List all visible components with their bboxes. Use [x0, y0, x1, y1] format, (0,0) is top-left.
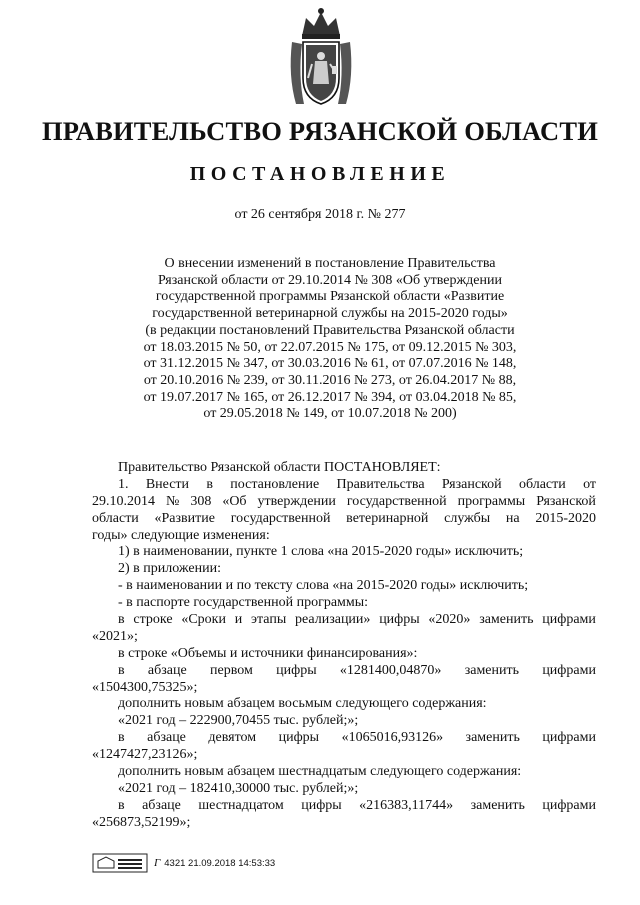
registration-mark: Г — [154, 857, 161, 869]
body-line: «2021 год – 182410,30000 тыс. рублей;»; — [118, 780, 359, 796]
document-body — [92, 460, 596, 832]
subject-line: государственной ветеринарной службы на 2015-2020 годы» — [152, 306, 508, 322]
body-line: области «Развитие государственной ветеринарной службы на 2015-2020 — [92, 510, 596, 526]
body-line: в абзаце первом цифры «1281400,04870» заменить цифрами — [118, 662, 596, 678]
body-line: «1504300,75325»; — [92, 679, 198, 695]
subject-line: Рязанской области от 29.10.2014 № 308 «Об утверждении — [158, 272, 502, 288]
body-line: - в паспорте государственной программы: — [118, 595, 369, 611]
registration-number-timestamp: 4321 21.09.2018 14:53:33 — [164, 857, 276, 869]
registration-footer — [92, 852, 275, 874]
body-line: в абзаце шестнадцатом цифры «216383,11744» заменить цифрами — [118, 797, 596, 813]
body-line: дополнить новым абзацем шестнадцатым следующего содержания: — [118, 764, 522, 780]
coat-of-arms-emblem — [288, 6, 354, 110]
body-line: 1) в наименовании, пункте 1 слова «на 2015-2020 годы» исключить; — [118, 544, 524, 560]
subject-line: государственной программы Рязанской области «Развитие — [155, 289, 505, 305]
document-subject — [130, 256, 530, 423]
subject-line: от 31.12.2015 № 347, от 30.03.2016 № 61, от 07.07.2016 № 148, — [143, 356, 517, 372]
body-line: в абзаце девятом цифры «1065016,93126» заменить цифрами — [118, 730, 596, 746]
body-line: «1247427,23126»; — [92, 747, 198, 763]
subject-line: О внесении изменений в постановление Правительства — [164, 256, 496, 271]
subject-line: от 29.05.2018 № 149, от 10.07.2018 № 200) — [203, 406, 457, 422]
subject-line: от 19.07.2017 № 165, от 26.12.2017 № 394, от 03.04.2018 № 85, — [143, 389, 517, 405]
body-line: «2021 год – 222900,70455 тыс. рублей;»; — [118, 713, 359, 729]
body-line: 29.10.2014 № 308 «Об утверждении государственной программы Рязанской — [92, 493, 596, 509]
body-line: «2021»; — [92, 628, 138, 644]
body-line: годы» следующие изменения: — [92, 527, 270, 543]
registry-stamp-icon — [92, 853, 148, 873]
subject-line: от 20.10.2016 № 239, от 30.11.2016 № 273, от 26.04.2017 № 88, — [143, 372, 517, 388]
body-line: в строке «Сроки и этапы реализации» цифры «2020» заменить цифрами — [118, 612, 596, 628]
subject-line: от 18.03.2015 № 50, от 22.07.2015 № 175, от 09.12.2015 № 303, — [143, 339, 517, 355]
body-line: 1. Внести в постановление Правительства Рязанской области от — [118, 476, 596, 492]
body-line: «256873,52199»; — [92, 814, 191, 830]
subject-line: (в редакции постановлений Правительства Рязанской области — [145, 322, 515, 338]
body-line: - в наименовании и по тексту слова «на 2015-2020 годы» исключить; — [118, 578, 529, 594]
government-title: ПРАВИТЕЛЬСТВО РЯЗАНСКОЙ ОБЛАСТИ — [41, 116, 599, 146]
body-line: дополнить новым абзацем восьмым следующего содержания: — [118, 696, 487, 712]
body-line: 2) в приложении: — [118, 561, 221, 577]
document-date-number: от 26 сентября 2018 г. № 277 — [234, 207, 406, 222]
body-line: в строке «Объемы и источники финансирования»: — [118, 645, 418, 661]
document-type: ПОСТАНОВЛЕНИЕ — [189, 163, 451, 185]
body-line: Правительство Рязанской области ПОСТАНОВЛЯЕТ: — [118, 460, 441, 475]
